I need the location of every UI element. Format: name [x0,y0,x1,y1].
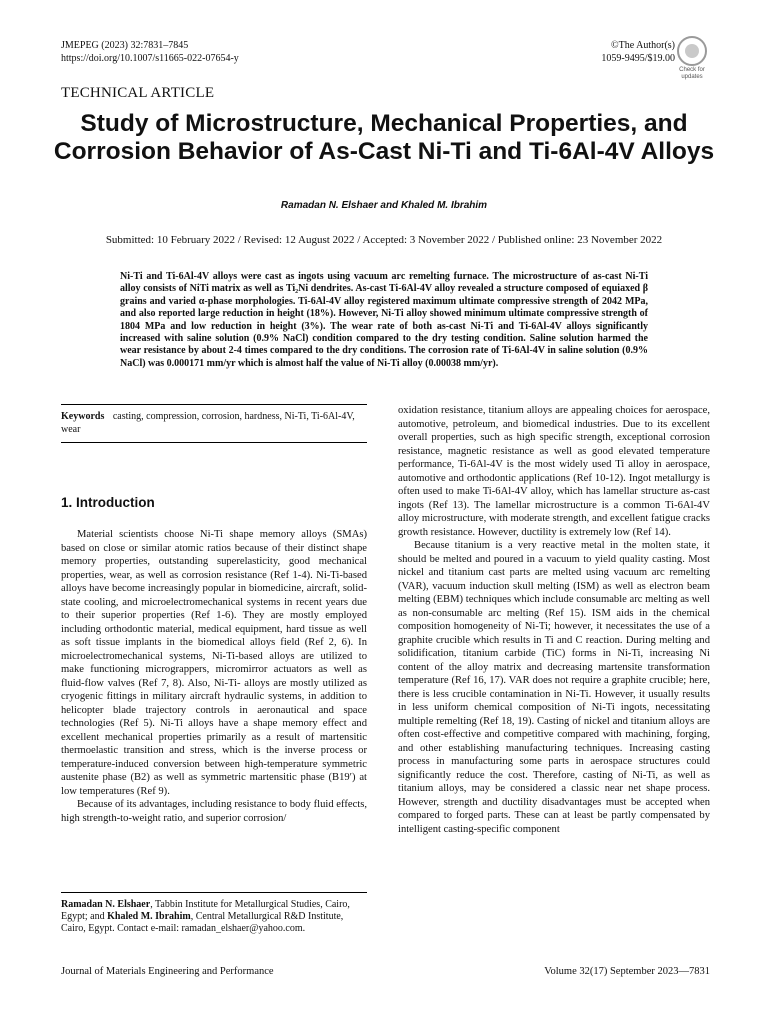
article-title: Study of Microstructure, Mechanical Properties, and Corrosion Behavior of As-Cast Ni-Ti and Ti-6Al-4V Alloys [53,110,715,165]
paragraph: Material scientists choose Ni-Ti shape memory alloys (SMAs) based on close or similar atomic ratios because of their distinct shape memory properties, outstanding superelasticity, good mechanical properties, wear, as well as corrosion resistance (Ref 1-4). Ni-Ti-based alloys have become increasingly popular in biomedicine, aircraft, solid-state cooling, and microelectromechanical systems in recent years due to their superior properties (Ref 1-6). They are mostly employed including orthodontic material, medical equipment, hard tissue as well as soft tissue implants in the biomedical alloys field (Ref 2, 6). In microelectromechanical systems, Ni-Ti-based alloys are utilized to make functioning micrograppers, micromirror actuators as well as fluid-flow valves (Ref 7, 8). Also, Ni-Ti- alloys are mostly utilized as cryogenic fittings in military aircraft hydraulic systems, in addition to helicopter blade trajectory controls in aeronautical and space technologies (Ref 5). Ni-Ti alloys have a shape memory effect and excellent mechanical properties primarily as a result of martensitic thermoelastic transition and stress, which is the inverse process or temperature-induced conversion between high-temperature symmetric austenite phase (B2) as well as symmetric martensitic phase (B19′) at low temperatures (Ref 9). [61,529,367,797]
paragraph: Because titanium is a very reactive metal in the molten state, it should be melted and poured in a vacuum to yield quality casting. Most nickel and titanium cast parts are melted using vacuum arc remelting (VAR), vacuum induction skull melting (ISM) as well as electron beam melting (EBM) techniques which include consumable arc melting as well as non-consumable arc melting (Ref 15). ISM aids in the chemical composition homogeneity of Ni-Ti; however, it necessitates the use of a graphite crucible which results in Ti and C reaction. During melting and solidification, titanium carbide (TiC) forms in Ni-Ti, increasing Ni content of the alloy matrix and decreasing martensite transformation temperature (Ref 16, 17). VAR does not require a graphite crucible; here, there is less crucible contamination in Ni-Ti. However, it usually results in less uniform chemical composition of Ni-Ti ingots, necessitating multiple remelting (Ref 18, 19). Casting of nickel and titanium alloys are often cost-effective and competitive compared with machining, forging, and other establishing manufacturing techniques. Increasing casting process in manufacturing some parts in aerospace structures could significantly reduce the cost. Therefore, casting of Ni-Ti, as well as titanium alloys, may be considered a classic near net shape process. However, strength and ductility disadvantages must be accepted when compared to forged parts. These can at least be partly compensated by intelligent casting-specific component [398,540,710,835]
affiliation-author-2: Khaled M. Ibrahim [107,911,191,922]
copyright-text: ©The Author(s) [611,40,675,51]
check-updates-icon [677,36,707,66]
footer-volume-page: Volume 32(17) September 2023—7831 [544,966,710,977]
paragraph: Because of its advantages, including resistance to body fluid effects, high strength-to-weight ratio, and superior corrosion/ [61,799,367,824]
author-line: Ramadan N. Elshaer and Khaled M. Ibrahim [280,200,488,211]
paragraph: oxidation resistance, titanium alloys are appealing choices for aerospace, automotive, petroleum, and biomedical industries. Due to its excellent overall properties, such as high specific strength, exceptional corrosion resistance, magnetic resistance as well as good elevated temperature performance, Ti-6Al-4V is the most widely used Ti alloy in aerospace, automotive and orthodontic applications (Ref 10-12). Ingot metallurgy is often used to make Ti-6Al-4V alloy, which has lamellar structure as-cast ingots (Ref 13). The lamellar microstructure is a common Ti-6Al-4V alloy microstructure, with moderate strength, and excellent fatigue cracks growth resistance. However, ductility is extremely low (Ref 14). [398,405,710,538]
left-column-text [61,528,367,825]
affiliation-text-1: , Tabbin Institute for Metallurgical Studies, Cairo, Egypt; and [61,899,350,922]
section-heading-introduction: 1. Introduction [61,495,155,510]
article-type-label: TECHNICAL ARTICLE [61,85,215,101]
journal-citation: JMEPEG (2023) 32:7831–7845 [61,40,189,51]
affiliation-text-2: , Central Metallurgical R&D Institute, Cairo, Egypt. Contact e-mail: ramadan_elshaer@yahoo.com. [61,911,344,934]
right-column-text [398,404,710,836]
price-text: 1059-9495/$19.00 [601,53,675,64]
footer-journal-name: Journal of Materials Engineering and Performance [61,966,274,977]
publication-dates: Submitted: 10 February 2022 / Revised: 12 August 2022 / Accepted: 3 November 2022 / Published online: 23 November 2022 [105,234,663,246]
author-affiliation [61,892,367,935]
copyright-block [601,39,675,65]
keywords-box [61,404,367,443]
keywords-label: Keywords [61,411,105,422]
abstract: Ni-Ti and Ti-6Al-4V alloys were cast as ingots using vacuum arc remelting furnace. The microstructure of as-cast Ni-Ti alloy consists of NiTi matrix as well as Ti₂Ni dendrites. As-cast Ti-6Al-4V alloy revealed a structure composed of equiaxed β grains and varied α-phase morphologies. Ti-6Al-4V alloy registered maximum ultimate compressive strength of 2042 MPa, and also reported large reduction in height (18%). However, Ni-Ti alloy showed minimum ultimate compressive strength of 1804 MPa and low reduction in height (3%). The wear rate of both as-cast Ni-Ti and Ti-6Al-4V alloys significantly increased with saline solution (0.9% NaCl) condition compared to the dry testing condition. Saline solution harmed the wear resistance by about 2-4 times compared to the dry conditions. The corrosion rate of Ti-6Al-4V in saline solution (0.9% NaCl) was 0.000171 mm/yr which is almost half the value of Ni-Ti alloy (0.00038 mm/yr). [120,271,648,369]
doi-link[interactable]: https://doi.org/10.1007/s11665-022-07654-y [61,53,239,64]
keywords-list: casting, compression, corrosion, hardness, Ni-Ti, Ti-6Al-4V, wear [61,411,355,435]
check-for-updates-badge[interactable] [673,36,711,80]
journal-header [61,39,239,65]
affiliation-author-1: Ramadan N. Elshaer [61,899,151,910]
badge-label-1: Check for [679,67,705,73]
badge-label-2: updates [681,74,703,80]
